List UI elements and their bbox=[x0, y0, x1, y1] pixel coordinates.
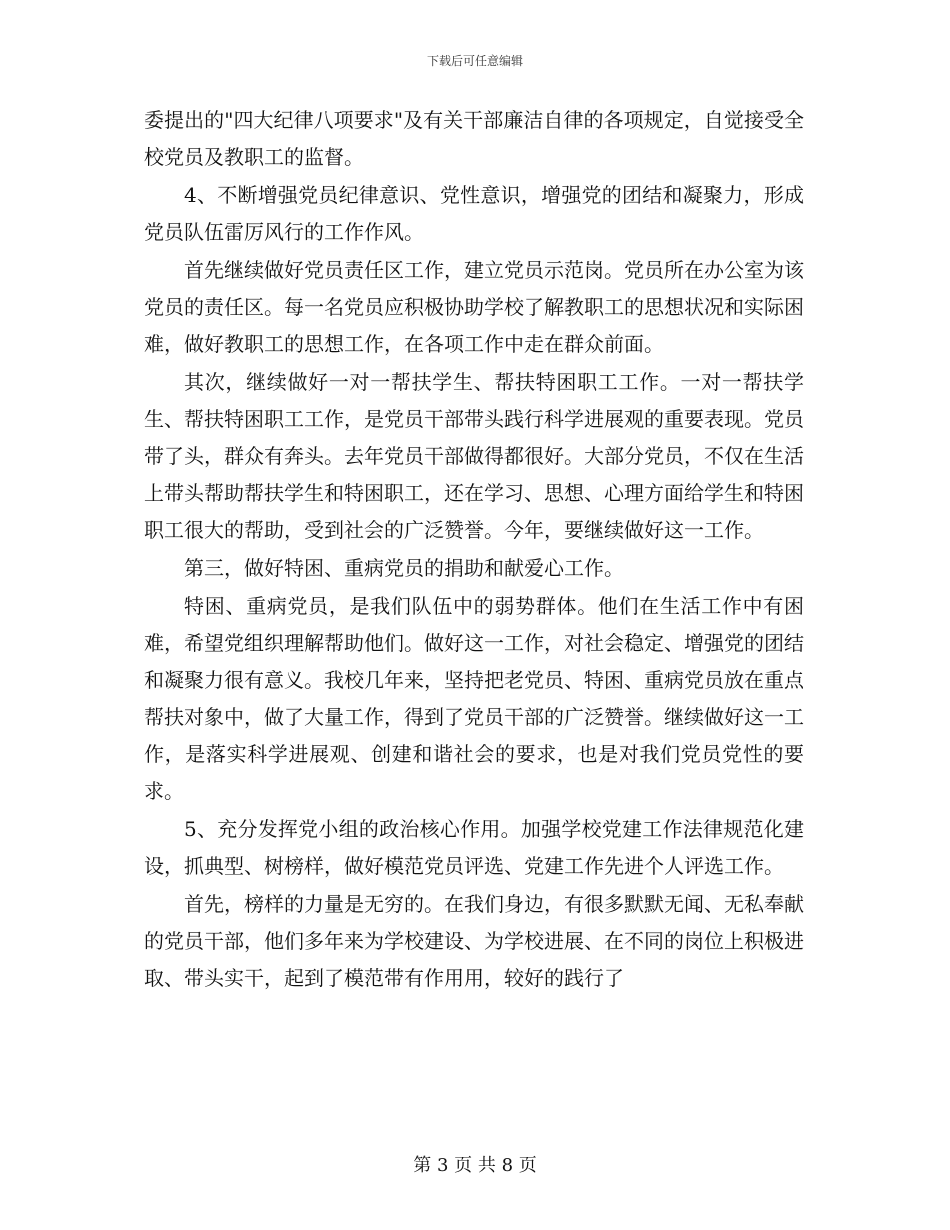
paragraph: 其次，继续做好一对一帮扶学生、帮扶特困职工工作。一对一帮扶学生、帮扶特困职工工作，是党员干部带头践行科学进展观的重要表现。党员带了头，群众有奔头。去年党员干部做得都很好。大部分党员，不仅在生活上带头帮助帮扶学生和特困职工，还在学习、思想、心理方面给学生和特困职工很大的帮助，受到社会的广泛赞誉。今年，要继续做好这一工作。 bbox=[144, 370, 804, 542]
paragraph: 5、充分发挥党小组的政治核心作用。加强学校党建工作法律规范化建设，抓典型、树榜样，做好模范党员评选、党建工作先进个人评选工作。 bbox=[144, 817, 804, 878]
paragraph: 委提出的"四大纪律八项要求"及有关干部廉洁自律的各项规定，自觉接受全校党员及教职工的监督。 bbox=[144, 108, 804, 169]
paragraph: 特困、重病党员，是我们队伍中的弱势群体。他们在生活工作中有困难，希望党组织理解帮助他们。做好这一工作，对社会稳定、增强党的团结和凝聚力很有意义。我校几年来，坚持把老党员、特困、重病党员放在重点帮扶对象中，做了大量工作，得到了党员干部的广泛赞誉。继续做好这一工作，是落实科学进展观、创建和谐社会的要求，也是对我们党员党性的要求。 bbox=[144, 594, 804, 803]
page-footer: 第 3 页 共 8 页 bbox=[413, 1155, 537, 1176]
paragraph: 首先继续做好党员责任区工作，建立党员示范岗。党员所在办公室为该党员的责任区。每一名党员应积极协助学校了解教职工的思想状况和实际困难，做好教职工的思想工作，在各项工作中走在群众前面。 bbox=[144, 258, 804, 356]
paragraph: 4、不断增强党员纪律意识、党性意识，增强党的团结和凝聚力，形成党员队伍雷厉风行的工作作风。 bbox=[144, 183, 804, 244]
document-body bbox=[144, 102, 804, 998]
paragraph: 首先，榜样的力量是无穷的。在我们身边，有很多默默无闻、无私奉献的党员干部，他们多年来为学校建设、为学校进展、在不同的岗位上积极进取、带头实干，起到了模范带有作用用，较好的践行了 bbox=[144, 892, 804, 990]
paragraph: 第三，做好特困、重病党员的捐助和献爱心工作。 bbox=[184, 556, 624, 580]
page-header: 下载后可任意编辑 bbox=[426, 54, 523, 68]
